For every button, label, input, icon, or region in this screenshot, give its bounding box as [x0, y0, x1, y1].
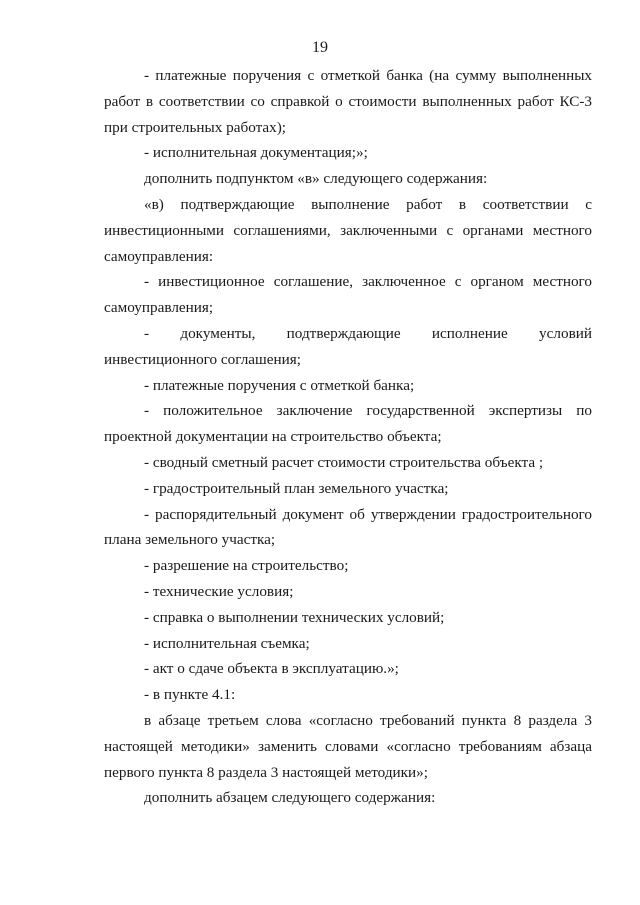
paragraph: - акт о сдаче объекта в эксплуатацию.»;	[144, 660, 399, 678]
page-number: 19	[312, 39, 328, 56]
paragraph: - в пункте 4.1:	[144, 686, 236, 704]
paragraph: - технические условия;	[144, 582, 294, 600]
paragraph: в абзаце третьем слова «согласно требований пункта 8 раздела 3 настоящей методики» заменить словами «согласно требованиям абзаца первого пункта 8 раздела 3 настоящей методики»;	[104, 711, 592, 781]
paragraph: - положительное заключение государственной экспертизы по проектной документации на строительство объекта;	[104, 402, 592, 446]
paragraph: дополнить подпунктом «в» следующего содержания:	[144, 170, 488, 188]
paragraph: «в) подтверждающие выполнение работ в соответствии с инвестиционными соглашениями, заключенными с органами местного самоуправления:	[104, 195, 592, 265]
paragraph: дополнить абзацем следующего содержания:	[144, 789, 436, 807]
paragraph: - градостроительный план земельного участка;	[144, 479, 449, 497]
paragraph: - исполнительная документация;»;	[144, 144, 368, 162]
paragraph: - справка о выполнении технических условий;	[144, 608, 445, 626]
paragraph: - документы, подтверждающие исполнение условий инвестиционного соглашения;	[104, 324, 592, 368]
paragraph: - распорядительный документ об утверждении градостроительного плана земельного участка;	[104, 505, 592, 549]
paragraph: - инвестиционное соглашение, заключенное с органом местного самоуправления;	[104, 273, 592, 317]
paragraph: - сводный сметный расчет стоимости строительства объекта ;	[144, 453, 544, 471]
paragraph: - исполнительная съемка;	[144, 634, 310, 652]
paragraph: - разрешение на строительство;	[144, 557, 349, 575]
paragraph: - платежные поручения с отметкой банка (на сумму выполненных работ в соответствии со справкой о стоимости выполненных работ КС-3 при строительных работах);	[104, 67, 592, 136]
document-body	[104, 63, 592, 811]
paragraph: - платежные поручения с отметкой банка;	[144, 376, 415, 394]
